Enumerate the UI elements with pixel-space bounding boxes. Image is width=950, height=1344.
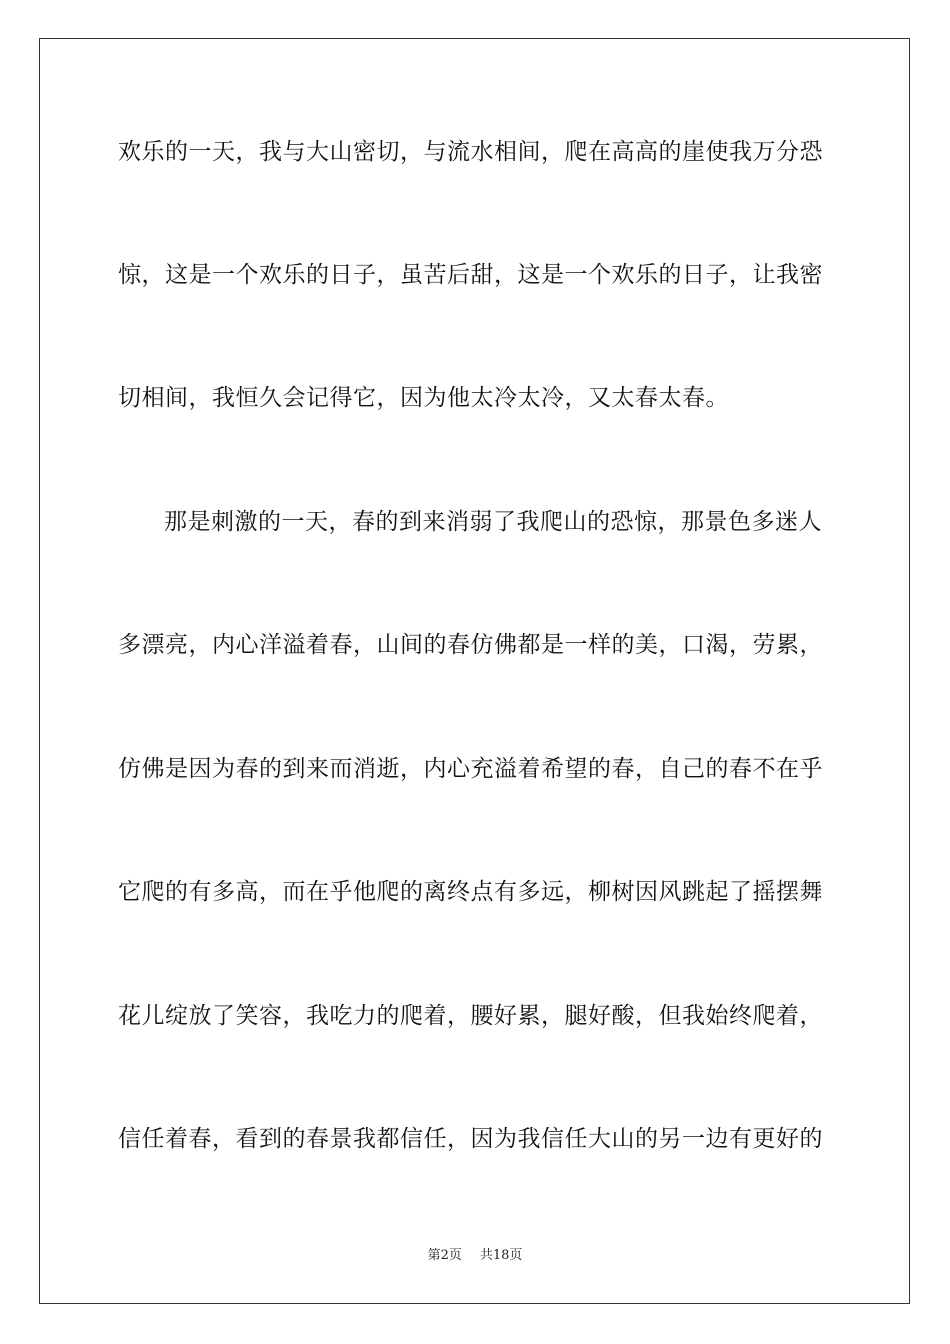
paragraph-line-6: 仿佛是因为春的到来而消逝，内心充溢着希望的春，自己的春不在乎 [118,756,823,782]
page-total: 共18页 [479,1248,523,1263]
paragraph-line-3: 切相间，我恒久会记得它，因为他太冷太冷，又太春太春。 [118,385,729,411]
page-border [39,38,910,1304]
page-number: 第2页 [427,1248,462,1263]
page-footer [0,1247,950,1265]
paragraph-line-4: 那是刺激的一天，春的到来消弱了我爬山的恐惊，那景色多迷人 [164,509,822,535]
paragraph-line-2: 惊，这是一个欢乐的日子，虽苦后甜，这是一个欢乐的日子，让我密 [118,262,823,288]
paragraph-line-1: 欢乐的一天，我与大山密切，与流水相间，爬在高高的崖使我万分恐 [118,139,823,165]
paragraph-line-8: 花儿绽放了笑容，我吃力的爬着，腰好累，腿好酸，但我始终爬着， [118,1003,823,1029]
paragraph-line-7: 它爬的有多高，而在乎他爬的离终点有多远，柳树因风跳起了摇摆舞 [118,879,823,905]
paragraph-line-9: 信任着春，看到的春景我都信任，因为我信任大山的另一边有更好的 [118,1126,823,1152]
paragraph-line-5: 多漂亮，内心洋溢着春，山间的春仿佛都是一样的美，口渴，劳累， [118,632,823,658]
